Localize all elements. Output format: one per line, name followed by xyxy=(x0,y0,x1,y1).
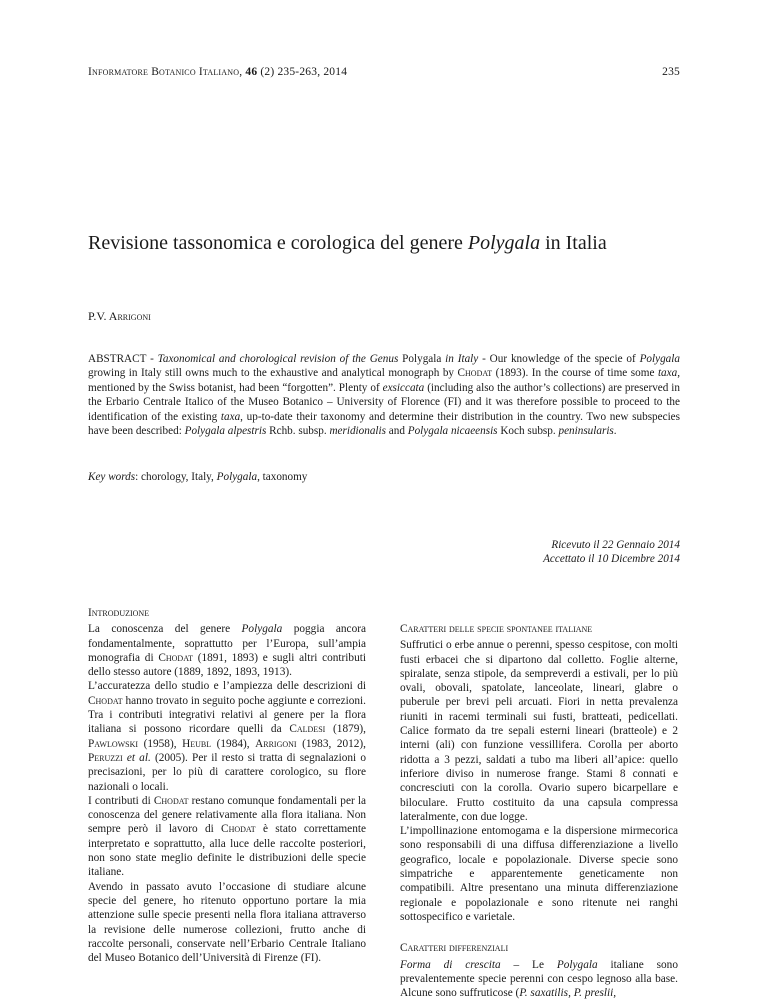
abstract-exsiccata: exsiccata xyxy=(382,381,425,394)
section-heading-caratteri: Caratteri delle specie spontanee italiane xyxy=(400,623,593,635)
intro-paragraph: Avendo in passato avuto l’occasione di studiare alcune specie del genere, ho ritenuto opportuno portare la mia attenzione sulle specie presenti nella flora italiana attraverso la revisione delle numerose collezioni, frutto anche di raccolte personali, conservate nell’Erbario Centrale Italiano del Museo Botanico dell’Università di Firenze (FI). xyxy=(88,880,366,965)
section-heading-introduzione: Introduzione xyxy=(88,607,150,619)
author-cite: Chodat xyxy=(221,823,256,836)
author-cite: Pawlowski xyxy=(88,737,139,750)
abstract xyxy=(88,352,680,438)
abstract-text: Koch subsp. xyxy=(497,425,559,438)
text: I contributi di xyxy=(88,794,154,807)
author-cite: Heubl xyxy=(182,737,212,750)
text: (1891, 1893) e sugli altri contributi dello stesso autore (1889, 1892, 1893, 1913). xyxy=(88,651,366,679)
abstract-title-a: Taxonomical and chorological revision of the Genus xyxy=(157,353,403,365)
text: hanno trovato in seguito poche aggiunte e correzioni. Tra i contributi integrativi relativi al genere per la flora italiana si possono ricordare quelli da xyxy=(88,694,366,736)
text: L’accuratezza dello studio e l’ampiezza delle descrizioni di xyxy=(88,680,366,693)
abstract-text: growing in Italy still owns much to the exhaustive and analytical monograph by xyxy=(88,367,458,380)
page-number: 235 xyxy=(662,66,680,78)
text: (2005). Per il resto si tratta di segnalazioni o precisazioni, per lo più di carattere corologico, su flore nazionali o locali. xyxy=(88,751,366,793)
keywords-text: : chorology, Italy, xyxy=(135,471,217,483)
paper-title xyxy=(88,232,688,255)
text: italiane sono prevalentemente specie perenni con cespo legnoso alla base. Alcune sono suffruticose ( xyxy=(400,958,678,1000)
abstract-text: - Our knowledge of the specie of xyxy=(478,353,640,365)
title-genus: Polygala xyxy=(467,232,541,254)
submission-dates xyxy=(543,538,680,567)
author-cite: Chodat xyxy=(88,694,123,707)
abstract-taxa: taxa xyxy=(220,410,241,423)
genus: Polygala xyxy=(556,958,598,971)
text: (1983, 2012), xyxy=(296,737,366,750)
journal-volume: 46 xyxy=(245,66,258,78)
abstract-title-b: in Italy xyxy=(441,353,479,365)
text: restano comunque fondamentali per la conoscenza del genere relativamente alla flora italiana. Non sempre però il lavoro di xyxy=(88,794,366,836)
right-column xyxy=(400,622,678,1000)
keywords xyxy=(88,471,680,483)
species: P. saxatilis, P. preslii, xyxy=(519,987,617,1000)
text: (1984), xyxy=(211,737,256,750)
keywords-genus: Polygala xyxy=(216,471,258,483)
intro-paragraph xyxy=(88,622,366,679)
keywords-label: Key words xyxy=(88,471,136,483)
author-name: P.V. Arrigoni xyxy=(88,309,151,323)
abstract-text: , up-to-date their taxonomy and determine their distribution in the country. Two new subspecies have been described: xyxy=(88,410,680,438)
title-text-b: in Italia xyxy=(540,232,607,254)
characters-paragraph: L’impollinazione entomogama e la dispersione mirmecorica sono responsabili di una diffusa differenziazione a livello geografico, locale e popolazionale. Diverse specie sono simpatriche e apparentemente geneticamente non compatibili. Altre presentano una minuta differenziazione regionale e popolazionale e sono ritenute nei ranghi sottospecifico e varietale. xyxy=(400,825,678,923)
abstract-text: Rchb. subsp. xyxy=(266,425,330,438)
abstract-title-genus: Polygala xyxy=(402,353,442,365)
characters-paragraph: Suffrutici o erbe annue o perenni, spesso cespitose, con molti fusti erbacei che si dipartono dal colletto. Foglie alterne, spiralate, senza stipole, da sempreverdi a estivali, per lo più ovali, obovali, spatolate, lanceolate, lineari, glabre o puberule per brevi peli arcuati. Fiori in netta prevalenza riuniti in racemi terminali sui fusti, bratteati, pedicellati. Calice formato da tre sepali esterni lineari (bratteole) e 2 interni (ali) con funzione vessillifera. Corolla per aborto ridotta a 3 pezzi, saldati a tubo ma liberi all’apice: quello inferiore diviso in numerose frange. Stami 8 connati e concresciuti con la corolla. Ovario supero bicarpellare e biloculare. Frutto costituito da una capsula compressa lateralmente, con due logge. xyxy=(400,639,678,823)
abstract-genus: Polygala xyxy=(639,353,680,365)
et-al: et al. xyxy=(122,751,151,764)
abstract-species: Polygala nicaeensis xyxy=(407,425,498,438)
abstract-text: (1893). In the course of time some xyxy=(492,367,658,380)
abstract-text: and xyxy=(386,425,408,438)
genus: Polygala xyxy=(241,623,283,636)
author-cite: Arrigoni xyxy=(255,737,297,750)
received-date: Ricevuto il 22 Gennaio 2014 xyxy=(551,539,680,551)
title-text-a: Revisione tassonomica e corologica del genere xyxy=(88,232,468,254)
intro-paragraph xyxy=(88,794,366,880)
abstract-subspecies: peninsularis xyxy=(558,425,614,438)
abstract-text: . xyxy=(613,425,617,438)
abstract-text: , mentioned by the Swiss botanist, had been “forgotten”. Plenty of xyxy=(88,367,680,394)
author-cite: Chodat xyxy=(457,367,493,380)
text: (1879), xyxy=(325,723,366,736)
author-cite: Chodat xyxy=(158,651,193,664)
text: (1958), xyxy=(138,737,183,750)
keywords-text: , taxonomy xyxy=(257,471,308,483)
journal-issue-pages: (2) 235-263, 2014 xyxy=(260,66,348,78)
left-column xyxy=(88,606,366,965)
abstract-species: Polygala alpestris xyxy=(184,425,267,438)
author-cite: Peruzzi xyxy=(88,751,123,764)
text: poggia ancora fondamentalmente, soprattutto per l’Europa, sull’ampia monografia di xyxy=(88,623,366,664)
author-cite: Chodat xyxy=(153,794,189,807)
journal-name: Informatore Botanico Italiano, xyxy=(88,66,243,78)
running-head xyxy=(88,66,680,78)
abstract-subspecies: meridionalis xyxy=(329,425,386,438)
intro-paragraph xyxy=(88,679,366,793)
abstract-label: ABSTRACT - xyxy=(88,353,158,365)
text: La conoscenza del genere xyxy=(88,623,242,636)
text: – Le xyxy=(500,958,557,971)
abstract-taxa: taxa xyxy=(657,367,678,380)
subheading-label: Forma di crescita xyxy=(400,958,501,971)
author-cite: Caldesi xyxy=(289,723,326,736)
accepted-date: Accettato il 10 Dicembre 2014 xyxy=(543,553,680,566)
text: è stato correttamente interpretato e soprattutto, alla luce delle raccolte posteriori, non sono state meglio definite le distribuzioni delle specie italiane. xyxy=(88,823,366,879)
abstract-text: (including also the author’s collections) are preserved in the Erbario Centrale Italico of the Museo Botanico – University of Florence (FI) and it was therefore possible to proceed to the identification of the existing xyxy=(88,381,680,423)
section-heading-differenziali: Caratteri differenziali xyxy=(400,942,509,955)
